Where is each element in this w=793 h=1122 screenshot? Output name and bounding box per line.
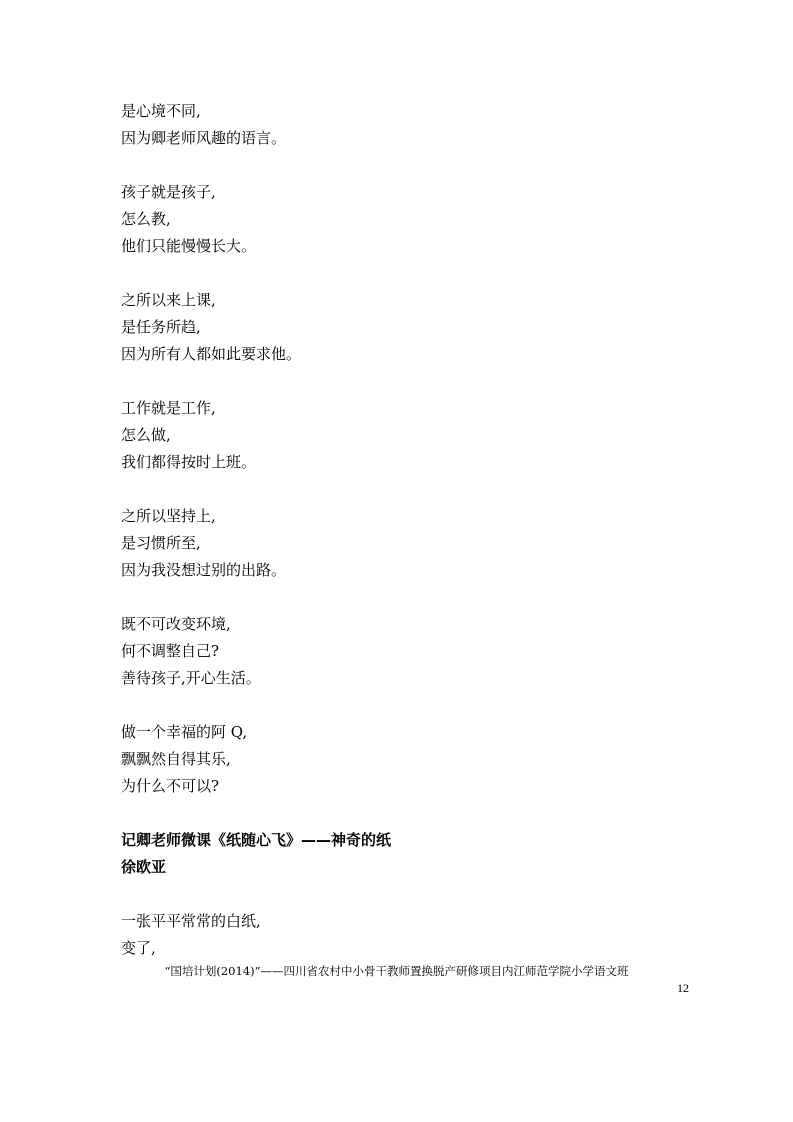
poem-line: 怎么做, (121, 426, 171, 444)
poem-line: 因为卿老师风趣的语言。 (121, 129, 287, 147)
poem-line: 做一个幸福的阿 Q, (121, 723, 248, 741)
page-number: 12 (677, 981, 689, 995)
poem-line: 孩子就是孩子, (121, 183, 216, 201)
article-title: 记卿老师微课《纸随心飞》——神奇的纸 (121, 831, 392, 849)
poem-stanza (121, 179, 681, 260)
poem-line: 为什么不可以? (121, 777, 220, 795)
poem-line: 是心境不同, (121, 102, 201, 120)
poem-line: 何不调整自己? (121, 642, 220, 660)
page-footer: “国培计划(2014)”——四川省农村中小骨干教师置换脱产研修项目内江师范学院小学语文班 (164, 964, 629, 978)
poem-line: 怎么教, (121, 210, 171, 228)
poem-line: 一张平平常常的白纸, (121, 912, 261, 930)
poem-line: 是任务所趋, (121, 318, 201, 336)
poem-stanza (121, 611, 681, 692)
poem-line: 因为所有人都如此要求他。 (121, 345, 302, 363)
poem-line: 我们都得按时上班。 (121, 453, 257, 471)
poem-line: 之所以来上课, (121, 291, 216, 309)
article-heading (121, 827, 681, 881)
article-author: 徐欧亚 (121, 858, 167, 876)
poem-line: 变了, (121, 939, 156, 957)
poem-line: 工作就是工作, (121, 399, 216, 417)
poem-stanza (121, 98, 681, 152)
poem-stanza (121, 287, 681, 368)
poem-line: 善待孩子,开心生活。 (121, 669, 261, 687)
page-content (121, 98, 681, 989)
poem-line: 既不可改变环境, (121, 615, 231, 633)
poem-line: 他们只能慢慢长大。 (121, 237, 257, 255)
poem-stanza (121, 395, 681, 476)
poem-line: 之所以坚持上, (121, 507, 216, 525)
poem-line: 因为我没想过别的出路。 (121, 561, 287, 579)
poem-line: 飘飘然自得其乐, (121, 750, 231, 768)
poem-stanza (121, 908, 681, 962)
poem-stanza (121, 503, 681, 584)
poem-stanza (121, 719, 681, 800)
poem-line: 是习惯所至, (121, 534, 201, 552)
